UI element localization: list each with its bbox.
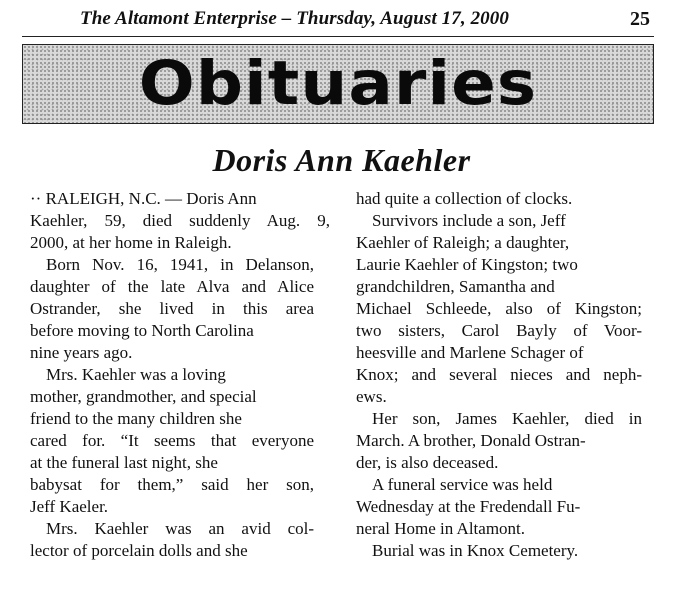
article-line: ews. <box>356 387 387 406</box>
article-line: Survivors include a son, Jeff <box>372 211 566 230</box>
article-paragraph <box>356 188 658 210</box>
article-paragraph <box>30 518 330 562</box>
article-paragraph <box>356 408 658 474</box>
article-line: neral Home in Altamont. <box>356 519 526 538</box>
article-line: before moving to North Carolina <box>30 321 254 340</box>
article-paragraph <box>356 210 658 408</box>
article-column-left <box>30 188 330 562</box>
article-line: Laurie Kaehler of Kingston; two <box>356 255 578 274</box>
article-line: had quite a collection of clocks. <box>356 189 573 208</box>
masthead: The Altamont Enterprise – Thursday, August 17, 2000 <box>80 8 509 29</box>
article-line: Born Nov. 16, 1941, in Delanson, <box>46 255 314 274</box>
article-line: grandchildren, Samantha and <box>356 277 555 296</box>
article-paragraph <box>30 254 330 364</box>
article-line: two sisters, Carol Bayly of Voor- <box>356 321 642 340</box>
article-line: Her son, James Kaehler, died in <box>372 409 642 428</box>
article-paragraph <box>30 364 330 518</box>
article-line: nine years ago. <box>30 343 133 362</box>
article-line: der, is also deceased. <box>356 453 499 472</box>
article-line: Burial was in Knox Cemetery. <box>372 541 579 560</box>
masthead-rule <box>22 36 654 37</box>
article-line: A funeral service was held <box>372 475 553 494</box>
article-line: at the funeral last night, she <box>30 453 218 472</box>
obituary-headline: Doris Ann Kaehler <box>212 142 471 178</box>
article-column-right <box>356 188 658 562</box>
article-line: Kaehler of Raleigh; a daughter, <box>356 233 570 252</box>
article-line: Mrs. Kaehler was an avid col- <box>46 519 314 538</box>
article-line: cared for. “It seems that everyone <box>30 431 314 450</box>
article-line: lector of porcelain dolls and she <box>30 541 248 560</box>
article-line: Kaehler, 59, died suddenly Aug. 9, <box>30 211 330 230</box>
article-paragraph <box>356 540 658 562</box>
article-line: heesville and Marlene Schager of <box>356 343 584 362</box>
article-line: ·· RALEIGH, N.C. — Doris Ann <box>30 189 257 208</box>
section-banner <box>22 44 654 124</box>
article-line: mother, grandmother, and special <box>30 387 257 406</box>
article-line: Michael Schleede, also of Kingston; <box>356 299 642 318</box>
page-number: 25 <box>630 8 650 30</box>
article-paragraph <box>30 188 330 254</box>
article-line: daughter of the late Alva and Alice <box>30 277 314 296</box>
article-line: 2000, at her home in Raleigh. <box>30 233 232 252</box>
article-line: Jeff Kaeler. <box>30 497 109 516</box>
article-line: Wednesday at the Fredendall Fu- <box>356 497 581 516</box>
article-line: March. A brother, Donald Ostran- <box>356 431 586 450</box>
article-line: Ostrander, she lived in this area <box>30 299 314 318</box>
section-title: Obituaries <box>138 48 538 119</box>
article-paragraph <box>356 474 658 540</box>
article-line: babysat for them,” said her son, <box>30 475 314 494</box>
article-line: Knox; and several nieces and neph- <box>356 365 642 384</box>
article-line: Mrs. Kaehler was a loving <box>46 365 226 384</box>
article-line: friend to the many children she <box>30 409 242 428</box>
